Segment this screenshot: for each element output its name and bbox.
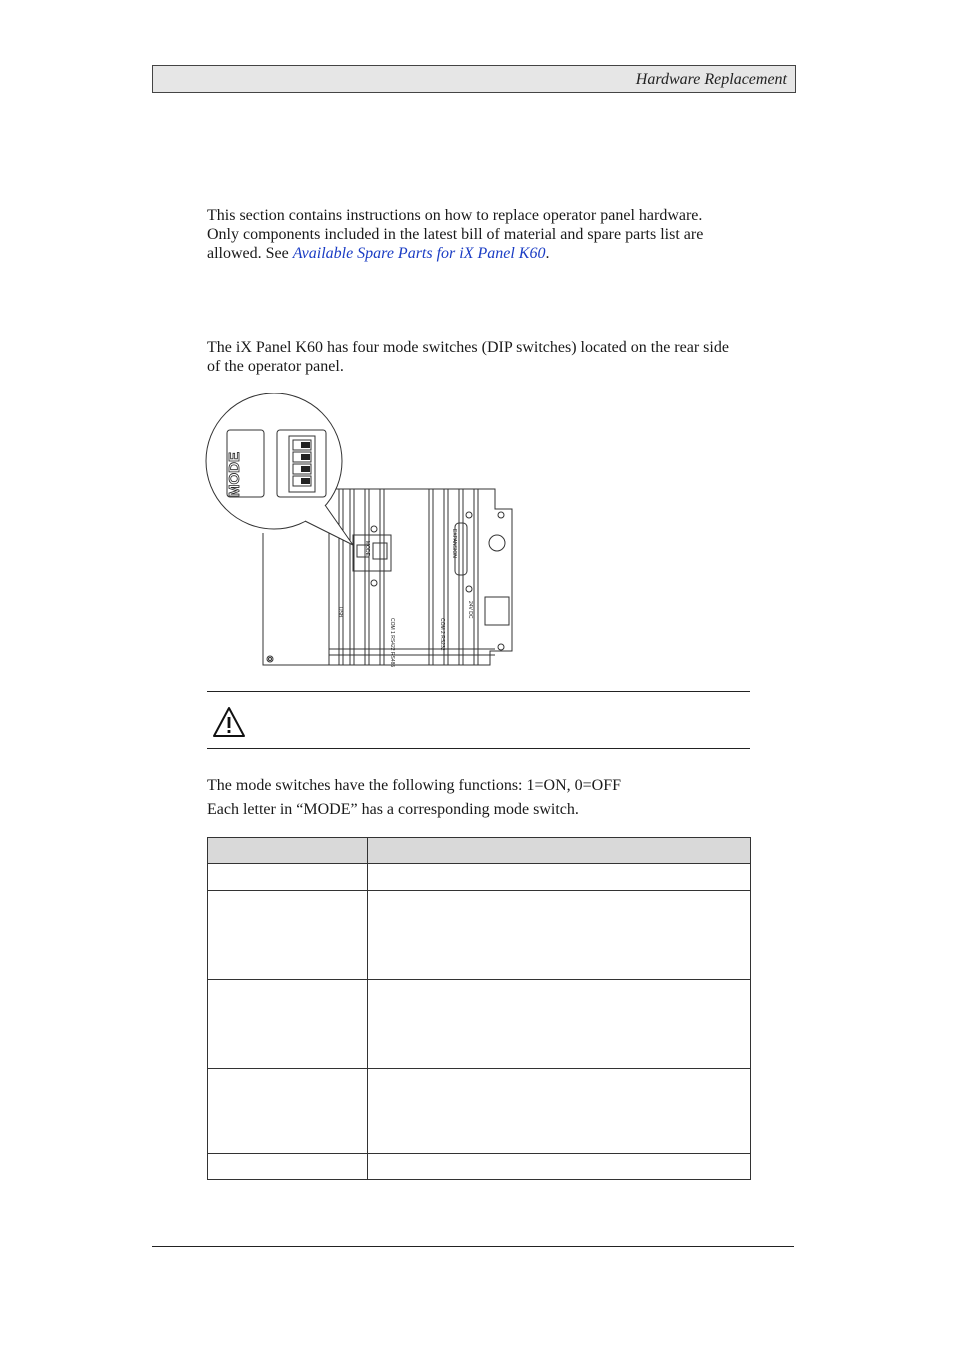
table-cell: [368, 980, 751, 1069]
functions-line-1: The mode switches have the following functions: 1=ON, 0=OFF: [207, 777, 621, 794]
table-cell: [208, 864, 368, 891]
table-row: [208, 1069, 751, 1154]
intro-suffix: .: [545, 245, 550, 262]
table-cell: [208, 980, 368, 1069]
table-cell: [368, 1154, 751, 1180]
intro-line-3: [207, 244, 549, 263]
table-row: [208, 891, 751, 980]
figure-expansion-label: EXPANSION: [451, 529, 457, 558]
running-header: [152, 65, 796, 93]
intro-line-1: This section contains instructions on how to replace operator panel hardware.: [207, 207, 703, 224]
functions-line-2: Each letter in “MODE” has a corresponding mode switch.: [207, 801, 579, 818]
footer-rule: [152, 1246, 794, 1247]
warning-triangle-icon: [212, 706, 246, 738]
figure-com1-label: COM 1 RS422 RS485: [389, 618, 395, 668]
mode-intro-line-2: of the operator panel.: [207, 358, 344, 375]
figure-power-label: 24V DC: [467, 601, 473, 619]
table-cell: [368, 1069, 751, 1154]
figure-com2-label: COM 2 RS232: [439, 618, 445, 651]
spare-parts-link[interactable]: Available Spare Parts for iX Panel K60: [292, 245, 546, 262]
table-row: [208, 864, 751, 891]
table-header-cell: [208, 838, 368, 864]
mode-switch-table: [207, 837, 751, 1180]
table-cell: [208, 1154, 368, 1180]
mode-intro-line-1: The iX Panel K60 has four mode switches (DIP switches) located on the rear side: [207, 339, 729, 356]
table-cell: [208, 891, 368, 980]
warning-bottom-rule: [207, 748, 750, 749]
table-row: [208, 980, 751, 1069]
figure-board-mode-label: MODE: [364, 541, 370, 556]
rear-panel-figure: [205, 393, 525, 673]
table-header-row: [208, 838, 751, 864]
intro-prefix: allowed. See: [207, 245, 293, 262]
table-header-cell: [368, 838, 751, 864]
figure-usb-label: USB: [337, 607, 343, 618]
header-title: Hardware Replacement: [635, 71, 787, 88]
warning-top-rule: [207, 691, 750, 692]
table-row: [208, 1154, 751, 1180]
table-cell: [208, 1069, 368, 1154]
table-cell: [368, 891, 751, 980]
figure-mode-label: MODE: [226, 452, 243, 497]
table-cell: [368, 864, 751, 891]
intro-line-2: Only components included in the latest bill of material and spare parts list are: [207, 226, 704, 243]
